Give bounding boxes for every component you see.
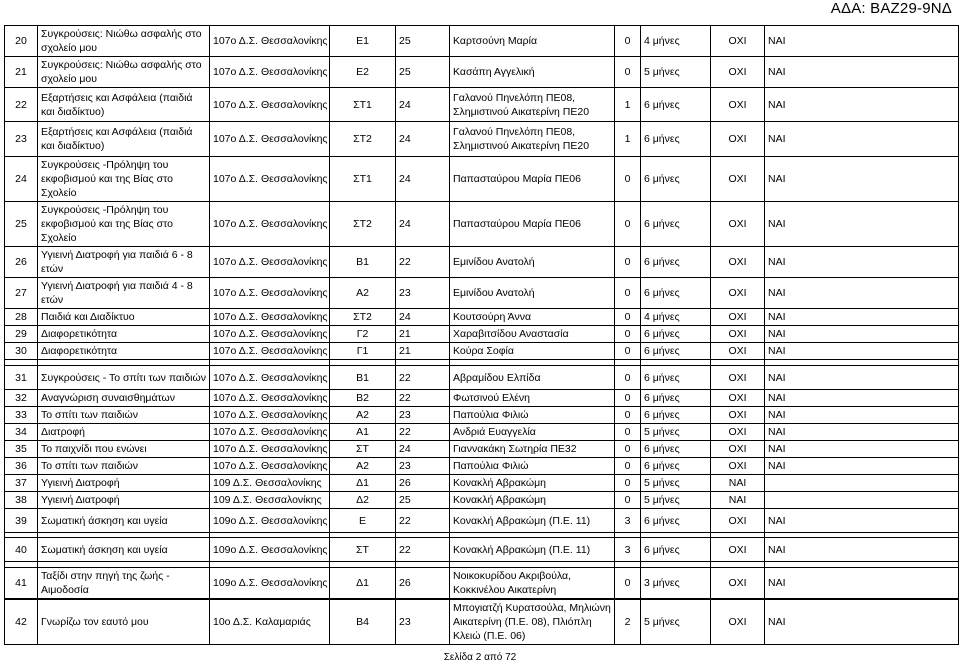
row-number: 40 — [5, 538, 38, 562]
count-value: 0 — [615, 26, 641, 57]
program-title: Υγιεινή Διατροφή — [38, 475, 210, 492]
teacher-names: Παπασταύρου Μαρία ΠΕ06 — [450, 202, 615, 247]
school-name: 107ο Δ.Σ. Θεσσαλονίκης — [210, 441, 330, 458]
table-row — [5, 343, 959, 360]
count-value: 0 — [615, 390, 641, 407]
class-code: ΣΤ2 — [330, 122, 396, 157]
status-value: ΟΧΙ — [711, 122, 765, 157]
program-title: Ταξίδι στην πηγή της ζωής - Αιμοδοσία — [38, 568, 210, 599]
status-value-2: ΝΑΙ — [765, 441, 959, 458]
row-number: 32 — [5, 390, 38, 407]
school-name: 109ο Δ.Σ. Θεσσαλονίκης — [210, 538, 330, 562]
student-count: 23 — [396, 278, 450, 309]
school-name: 109ο Δ.Σ. Θεσσαλονίκης — [210, 568, 330, 599]
program-title: Συγκρούσεις - Το σπίτι των παιδιών — [38, 366, 210, 390]
duration: 6 μήνες — [641, 509, 711, 533]
count-value: 0 — [615, 475, 641, 492]
class-code: Δ2 — [330, 492, 396, 509]
row-number: 35 — [5, 441, 38, 458]
school-name: 107ο Δ.Σ. Θεσσαλονίκης — [210, 88, 330, 122]
status-value: ΟΧΙ — [711, 407, 765, 424]
row-number: 23 — [5, 122, 38, 157]
student-count: 22 — [396, 247, 450, 278]
duration: 5 μήνες — [641, 475, 711, 492]
status-value: ΟΧΙ — [711, 509, 765, 533]
status-value: ΟΧΙ — [711, 202, 765, 247]
duration: 6 μήνες — [641, 247, 711, 278]
table-row — [5, 424, 959, 441]
class-code: Α2 — [330, 278, 396, 309]
teacher-names: Κασάπη Αγγελική — [450, 57, 615, 88]
program-title: Γνωρίζω τον εαυτό μου — [38, 600, 210, 645]
table-row — [5, 57, 959, 88]
status-value: ΝΑΙ — [711, 475, 765, 492]
row-number: 31 — [5, 366, 38, 390]
teacher-names: Κουτσούρη Άννα — [450, 309, 615, 326]
table-row — [5, 475, 959, 492]
duration: 6 μήνες — [641, 343, 711, 360]
status-value-2: ΝΑΙ — [765, 568, 959, 599]
class-code: ΣΤ — [330, 538, 396, 562]
school-name: 107ο Δ.Σ. Θεσσαλονίκης — [210, 157, 330, 202]
table-row — [5, 441, 959, 458]
school-name: 107ο Δ.Σ. Θεσσαλονίκης — [210, 247, 330, 278]
program-title: Παιδιά και Διαδίκτυο — [38, 309, 210, 326]
status-value-2: ΝΑΙ — [765, 509, 959, 533]
status-value-2: ΝΑΙ — [765, 157, 959, 202]
duration: 6 μήνες — [641, 326, 711, 343]
duration: 6 μήνες — [641, 157, 711, 202]
count-value: 0 — [615, 366, 641, 390]
school-name: 107ο Δ.Σ. Θεσσαλονίκης — [210, 407, 330, 424]
row-number: 29 — [5, 326, 38, 343]
class-code: ΣΤ1 — [330, 157, 396, 202]
status-value: ΝΑΙ — [711, 492, 765, 509]
class-code: Δ1 — [330, 568, 396, 599]
program-title: Διατροφή — [38, 424, 210, 441]
status-value-2: ΝΑΙ — [765, 309, 959, 326]
class-code: Α2 — [330, 407, 396, 424]
status-value: ΟΧΙ — [711, 326, 765, 343]
status-value: ΟΧΙ — [711, 390, 765, 407]
teacher-names: Γαλανού Πηνελόπη ΠΕ08, Σλημιστινού Αικατερίνη ΠΕ20 — [450, 122, 615, 157]
teacher-names: Κονακλή Αβρακώμη (Π.Ε. 11) — [450, 509, 615, 533]
row-number: 21 — [5, 57, 38, 88]
table-row — [5, 202, 959, 247]
school-name: 107ο Δ.Σ. Θεσσαλονίκης — [210, 458, 330, 475]
status-value: ΟΧΙ — [711, 26, 765, 57]
row-number: 38 — [5, 492, 38, 509]
status-value-2: ΝΑΙ — [765, 326, 959, 343]
count-value: 1 — [615, 88, 641, 122]
class-code: Ε — [330, 509, 396, 533]
duration: 6 μήνες — [641, 441, 711, 458]
school-name: 107ο Δ.Σ. Θεσσαλονίκης — [210, 57, 330, 88]
class-code: Ε1 — [330, 26, 396, 57]
student-count: 25 — [396, 26, 450, 57]
program-title: Διαφορετικότητα — [38, 343, 210, 360]
program-title: Το σπίτι των παιδιών — [38, 407, 210, 424]
table-row — [5, 247, 959, 278]
class-code: Ε2 — [330, 57, 396, 88]
page-number: Σελίδα 2 από 72 — [443, 652, 517, 663]
class-code: Δ1 — [330, 475, 396, 492]
class-code: Γ2 — [330, 326, 396, 343]
school-name: 107ο Δ.Σ. Θεσσαλονίκης — [210, 424, 330, 441]
student-count: 21 — [396, 326, 450, 343]
duration: 6 μήνες — [641, 458, 711, 475]
class-code: Α1 — [330, 424, 396, 441]
program-title: Συγκρούσεις: Νιώθω ασφαλής στο σχολείο μου — [38, 26, 210, 57]
student-count: 26 — [396, 475, 450, 492]
program-title: Συγκρούσεις -Πρόληψη του εκφοβισμού και της Βίας στο Σχολείο — [38, 202, 210, 247]
row-number: 30 — [5, 343, 38, 360]
status-value-2: ΝΑΙ — [765, 247, 959, 278]
program-title: Εξαρτήσεις και Ασφάλεια (παιδιά και διαδίκτυο) — [38, 88, 210, 122]
table-row — [5, 366, 959, 390]
school-name: 107ο Δ.Σ. Θεσσαλονίκης — [210, 343, 330, 360]
count-value: 0 — [615, 441, 641, 458]
student-count: 24 — [396, 202, 450, 247]
student-count: 25 — [396, 57, 450, 88]
class-code: Β2 — [330, 390, 396, 407]
row-number: 42 — [5, 600, 38, 645]
count-value: 3 — [615, 509, 641, 533]
status-value-2: ΝΑΙ — [765, 26, 959, 57]
status-value: ΟΧΙ — [711, 424, 765, 441]
student-count: 23 — [396, 458, 450, 475]
status-value: ΟΧΙ — [711, 309, 765, 326]
status-value: ΟΧΙ — [711, 568, 765, 599]
status-value-2: ΝΑΙ — [765, 88, 959, 122]
teacher-names: Αβραμίδου Ελπίδα — [450, 366, 615, 390]
program-title: Υγιεινή Διατροφή για παιδιά 6 - 8 ετών — [38, 247, 210, 278]
class-code: ΣΤ2 — [330, 202, 396, 247]
program-title: Το παιχνίδι που ενώνει — [38, 441, 210, 458]
table-row — [5, 407, 959, 424]
student-count: 25 — [396, 492, 450, 509]
row-number: 27 — [5, 278, 38, 309]
duration: 6 μήνες — [641, 538, 711, 562]
status-value-2 — [765, 475, 959, 492]
school-name: 10ο Δ.Σ. Καλαμαριάς — [210, 600, 330, 645]
row-number: 24 — [5, 157, 38, 202]
class-code: Β4 — [330, 600, 396, 645]
row-number: 25 — [5, 202, 38, 247]
duration: 5 μήνες — [641, 600, 711, 645]
count-value: 0 — [615, 424, 641, 441]
table-row — [5, 600, 959, 645]
duration: 6 μήνες — [641, 122, 711, 157]
status-value-2 — [765, 492, 959, 509]
teacher-names: Μπογιατζή Κυρατσούλα, Μηλιώνη Αικατερίνη (Π.Ε. 08), Πλιόπλη Κλειώ (Π.Ε. 06) — [450, 600, 615, 645]
school-name: 107ο Δ.Σ. Θεσσαλονίκης — [210, 326, 330, 343]
school-name: 107ο Δ.Σ. Θεσσαλονίκης — [210, 202, 330, 247]
program-title: Σωματική άσκηση και υγεία — [38, 509, 210, 533]
status-value-2: ΝΑΙ — [765, 424, 959, 441]
status-value-2: ΝΑΙ — [765, 343, 959, 360]
student-count: 26 — [396, 568, 450, 599]
program-title: Εξαρτήσεις και Ασφάλεια (παιδιά και διαδίκτυο) — [38, 122, 210, 157]
program-title: Αναγνώριση συναισθημάτων — [38, 390, 210, 407]
teacher-names: Γιαννακάκη Σωτηρία ΠΕ32 — [450, 441, 615, 458]
teacher-names: Παπούλια Φιλιώ — [450, 407, 615, 424]
status-value-2: ΝΑΙ — [765, 122, 959, 157]
program-title: Συγκρούσεις -Πρόληψη του εκφοβισμού και της Βίας στο Σχολείο — [38, 157, 210, 202]
teacher-names: Καρτσούνη Μαρία — [450, 26, 615, 57]
count-value: 0 — [615, 568, 641, 599]
teacher-names: Κονακλή Αβρακώμη — [450, 492, 615, 509]
status-value-2: ΝΑΙ — [765, 600, 959, 645]
programs-table — [4, 25, 959, 645]
table-row — [5, 390, 959, 407]
student-count: 23 — [396, 600, 450, 645]
duration: 6 μήνες — [641, 278, 711, 309]
status-value: ΟΧΙ — [711, 538, 765, 562]
student-count: 24 — [396, 88, 450, 122]
status-value: ΟΧΙ — [711, 600, 765, 645]
teacher-names: Γαλανού Πηνελόπη ΠΕ08, Σλημιστινού Αικατερίνη ΠΕ20 — [450, 88, 615, 122]
school-name: 107ο Δ.Σ. Θεσσαλονίκης — [210, 26, 330, 57]
table-row — [5, 309, 959, 326]
row-number: 26 — [5, 247, 38, 278]
school-name: 107ο Δ.Σ. Θεσσαλονίκης — [210, 122, 330, 157]
status-value: ΟΧΙ — [711, 343, 765, 360]
school-name: 109ο Δ.Σ. Θεσσαλονίκης — [210, 509, 330, 533]
program-title: Το σπίτι των παιδιών — [38, 458, 210, 475]
row-number: 20 — [5, 26, 38, 57]
row-number: 41 — [5, 568, 38, 599]
teacher-names: Ανδριά Ευαγγελία — [450, 424, 615, 441]
programs-table-body — [5, 26, 959, 645]
table-row — [5, 157, 959, 202]
count-value: 0 — [615, 309, 641, 326]
class-code: ΣΤ1 — [330, 88, 396, 122]
teacher-names: Φωτσινού Ελένη — [450, 390, 615, 407]
class-code: Γ1 — [330, 343, 396, 360]
count-value: 0 — [615, 458, 641, 475]
duration: 5 μήνες — [641, 57, 711, 88]
row-number: 39 — [5, 509, 38, 533]
student-count: 22 — [396, 390, 450, 407]
school-name: 107ο Δ.Σ. Θεσσαλονίκης — [210, 390, 330, 407]
teacher-names: Κονακλή Αβρακώμη — [450, 475, 615, 492]
program-title: Συγκρούσεις: Νιώθω ασφαλής στο σχολείο μου — [38, 57, 210, 88]
duration: 5 μήνες — [641, 492, 711, 509]
status-value-2: ΝΑΙ — [765, 202, 959, 247]
student-count: 22 — [396, 538, 450, 562]
count-value: 1 — [615, 122, 641, 157]
count-value: 0 — [615, 57, 641, 88]
row-number: 22 — [5, 88, 38, 122]
school-name: 109 Δ.Σ. Θεσσαλονίκης — [210, 475, 330, 492]
school-name: 107ο Δ.Σ. Θεσσαλονίκης — [210, 366, 330, 390]
count-value: 2 — [615, 600, 641, 645]
teacher-names: Εμινίδου Ανατολή — [450, 278, 615, 309]
table-row — [5, 88, 959, 122]
student-count: 21 — [396, 343, 450, 360]
student-count: 24 — [396, 122, 450, 157]
count-value: 0 — [615, 202, 641, 247]
duration: 4 μήνες — [641, 26, 711, 57]
status-value-2: ΝΑΙ — [765, 538, 959, 562]
student-count: 24 — [396, 309, 450, 326]
count-value: 0 — [615, 343, 641, 360]
table-row — [5, 122, 959, 157]
program-title: Υγιεινή Διατροφή για παιδιά 4 - 8 ετών — [38, 278, 210, 309]
duration: 6 μήνες — [641, 407, 711, 424]
status-value-2: ΝΑΙ — [765, 278, 959, 309]
class-code: Β1 — [330, 366, 396, 390]
row-number: 37 — [5, 475, 38, 492]
status-value-2: ΝΑΙ — [765, 458, 959, 475]
school-name: 107ο Δ.Σ. Θεσσαλονίκης — [210, 278, 330, 309]
school-name: 107ο Δ.Σ. Θεσσαλονίκης — [210, 309, 330, 326]
class-code: ΣΤ — [330, 441, 396, 458]
table-row — [5, 509, 959, 533]
count-value: 0 — [615, 157, 641, 202]
teacher-names: Παπούλια Φιλιώ — [450, 458, 615, 475]
status-value: ΟΧΙ — [711, 57, 765, 88]
count-value: 0 — [615, 326, 641, 343]
duration: 3 μήνες — [641, 568, 711, 599]
program-title: Σωματική άσκηση και υγεία — [38, 538, 210, 562]
table-row — [5, 538, 959, 562]
class-code: Α2 — [330, 458, 396, 475]
teacher-names: Νοικοκυρίδου Ακριβούλα, Κοκκινέλου Αικατερίνη — [450, 568, 615, 599]
table-row — [5, 458, 959, 475]
row-number: 28 — [5, 309, 38, 326]
count-value: 0 — [615, 278, 641, 309]
class-code: Β1 — [330, 247, 396, 278]
status-value: ΟΧΙ — [711, 157, 765, 202]
status-value: ΟΧΙ — [711, 278, 765, 309]
student-count: 22 — [396, 366, 450, 390]
teacher-names: Παπασταύρου Μαρία ΠΕ06 — [450, 157, 615, 202]
school-name: 109 Δ.Σ. Θεσσαλονίκης — [210, 492, 330, 509]
duration: 6 μήνες — [641, 390, 711, 407]
row-number: 34 — [5, 424, 38, 441]
duration: 5 μήνες — [641, 424, 711, 441]
status-value-2: ΝΑΙ — [765, 390, 959, 407]
teacher-names: Χαραβιτσίδου Αναστασία — [450, 326, 615, 343]
duration: 6 μήνες — [641, 88, 711, 122]
table-row — [5, 492, 959, 509]
student-count: 23 — [396, 407, 450, 424]
status-value: ΟΧΙ — [711, 441, 765, 458]
student-count: 22 — [396, 424, 450, 441]
duration: 6 μήνες — [641, 366, 711, 390]
program-title: Διαφορετικότητα — [38, 326, 210, 343]
teacher-names: Κονακλή Αβρακώμη (Π.Ε. 11) — [450, 538, 615, 562]
student-count: 22 — [396, 509, 450, 533]
row-number: 36 — [5, 458, 38, 475]
program-title: Υγιεινή Διατροφή — [38, 492, 210, 509]
status-value: ΟΧΙ — [711, 247, 765, 278]
status-value: ΟΧΙ — [711, 88, 765, 122]
count-value: 0 — [615, 407, 641, 424]
student-count: 24 — [396, 157, 450, 202]
teacher-names: Εμινίδου Ανατολή — [450, 247, 615, 278]
class-code: ΣΤ2 — [330, 309, 396, 326]
table-row — [5, 568, 959, 599]
duration: 6 μήνες — [641, 202, 711, 247]
ada-code: ΑΔΑ: ΒΑΖ29-9ΝΔ — [830, 0, 952, 17]
row-number: 33 — [5, 407, 38, 424]
status-value-2: ΝΑΙ — [765, 407, 959, 424]
status-value: ΟΧΙ — [711, 366, 765, 390]
status-value: ΟΧΙ — [711, 458, 765, 475]
status-value-2: ΝΑΙ — [765, 366, 959, 390]
table-row — [5, 326, 959, 343]
duration: 4 μήνες — [641, 309, 711, 326]
count-value: 3 — [615, 538, 641, 562]
table-row — [5, 278, 959, 309]
count-value: 0 — [615, 492, 641, 509]
student-count: 24 — [396, 441, 450, 458]
teacher-names: Κούρα Σοφία — [450, 343, 615, 360]
status-value-2: ΝΑΙ — [765, 57, 959, 88]
count-value: 0 — [615, 247, 641, 278]
table-row — [5, 26, 959, 57]
